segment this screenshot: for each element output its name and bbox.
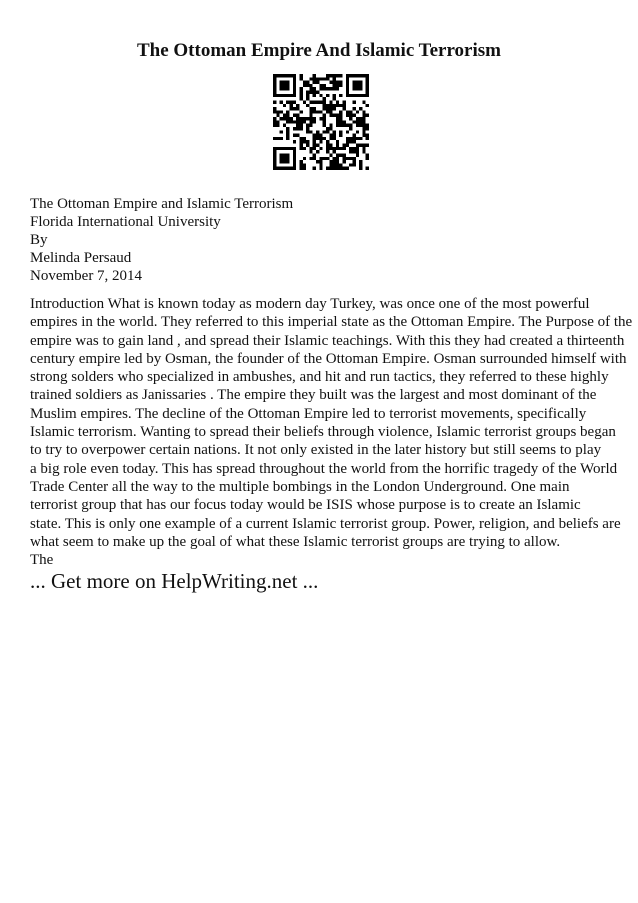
body-line: what seem to make up the goal of what these Islamic terrorist groups are trying to allow. <box>30 533 561 550</box>
body-line: Islamic terrorism. Wanting to spread their beliefs through violence, Islamic terrorist groups began <box>30 424 616 441</box>
body-line: to try to overpower certain nations. It not only existed in the later history but still seems to play <box>30 442 602 459</box>
body-line: a big role even today. This has spread throughout the world from the horrific tragedy of the World <box>30 460 618 477</box>
document-meta <box>30 195 293 285</box>
meta-by-line: By <box>30 232 48 248</box>
body-line: empire was to gain land , and spread their Islamic teachings. With this they had created a thirteenth <box>30 332 625 349</box>
body-line: Muslim empires. The decline of the Ottoman Empire led to terrorist movements, specifically <box>30 405 587 422</box>
body-line: Introduction What is known today as modern day Turkey, was once one of the most powerful <box>30 296 590 312</box>
body-line: Trade Center all the way to the multiple bombings in the London Underground. One main <box>30 478 570 495</box>
meta-university-line: Florida International University <box>30 214 221 230</box>
document-title: The Ottoman Empire And Islamic Terrorism <box>136 40 501 61</box>
body-line: The <box>30 552 54 569</box>
body-line: state. This is only one example of a current Islamic terrorist group. Power, religion, and beliefs are <box>30 515 621 532</box>
body-line: trained soldiers as Janissaries . The empire they built was the largest and most dominant of the <box>30 387 597 404</box>
meta-title-line: The Ottoman Empire and Islamic Terrorism <box>30 196 294 212</box>
qr-code-icon <box>273 74 369 170</box>
body-line: terrorist group that has our focus today would be ISIS whose purpose is to create an Islamic <box>30 497 581 514</box>
body-line: empires in the world. They referred to this imperial state as the Ottoman Empire. The Purpose of the <box>30 314 633 331</box>
meta-date-line: November 7, 2014 <box>30 268 143 284</box>
document-body <box>30 295 633 569</box>
body-line: strong solders who specialized in ambushes, and hit and run tactics, they referred to these highly <box>30 369 609 386</box>
body-line: century empire led by Osman, the founder of the Ottoman Empire. Osman surrounded himself with <box>30 350 627 367</box>
get-more-link[interactable]: ... Get more on HelpWriting.net ... <box>30 569 319 593</box>
meta-author-line: Melinda Persaud <box>30 250 132 266</box>
